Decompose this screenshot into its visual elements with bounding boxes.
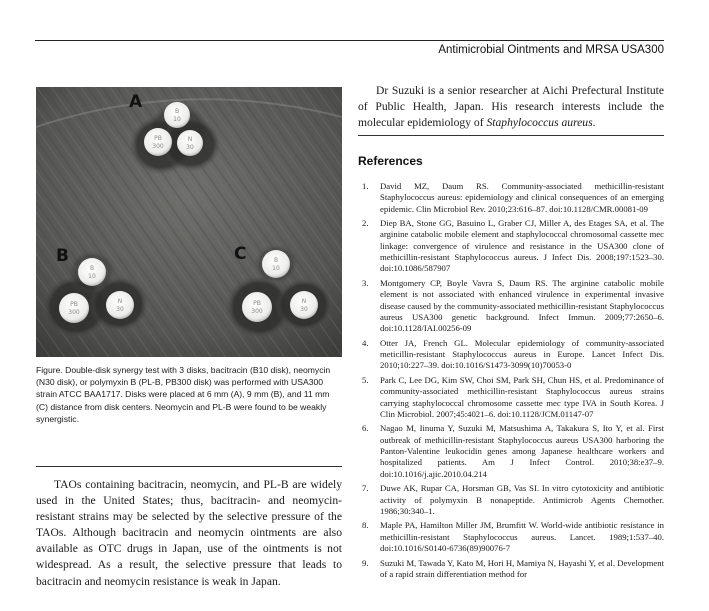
figure-label-a: A xyxy=(129,92,143,112)
svg-text:10: 10 xyxy=(272,265,280,272)
reference-item xyxy=(362,338,664,372)
figure-caption: Figure. Double-disk synergy test with 3 disks, bacitracin (B10 disk), neomycin (N30 disk), or polymyxin B (PL-B, PB300 disk) was performed with USA300 strain ATCC BAA1717. Disks were placed at 6 mm (A), 9 mm (B), and 11 mm (C) distance from disk centers. Neomycin and PL-B were found to be weakly synergistic. xyxy=(36,365,331,424)
reference-item xyxy=(362,218,664,274)
reference-item xyxy=(362,483,664,517)
svg-text:N: N xyxy=(301,298,307,305)
bio-organism: Staphylococcus aureus xyxy=(486,116,593,130)
disk-a-bacitracin xyxy=(164,102,190,128)
svg-text:PB: PB xyxy=(253,300,261,307)
reference-number: 6. xyxy=(362,423,369,434)
references-list xyxy=(362,181,664,583)
disk-a-neomycin xyxy=(177,130,203,156)
reference-number: 7. xyxy=(362,483,369,494)
bio-rule xyxy=(358,135,664,136)
disk-c-polymyxin xyxy=(242,292,272,322)
body-paragraph: TAOs containing bacitracin, neomycin, and PL-B are widely used in the United States; thus, bacitracin- and neomycin-resistant strains may be selected by the selective pressure of the TAOs. Although bacitracin and neomycin ointments are also available as OTC drugs in Japan, use of the ointments is not widespread. As a result, the selective pressure that leads to bacitracin and neomycin resistance is weak in Japan. xyxy=(36,478,342,588)
svg-text:300: 300 xyxy=(251,308,263,315)
disk-b-bacitracin xyxy=(78,258,106,286)
reference-item xyxy=(362,375,664,420)
figure-photo xyxy=(36,87,342,357)
reference-number: 3. xyxy=(362,277,369,288)
svg-text:PB: PB xyxy=(154,135,162,142)
svg-text:N: N xyxy=(187,136,193,143)
author-bio xyxy=(358,83,664,132)
reference-text: Park C, Lee DG, Kim SW, Choi SM, Park SH, Chun HS, et al. Predominance of community-associated methicillin-resistant Staphylococcus aureus strains carrying staphylococcal chromosome cassette mec type IVA in South Korea. J Clin Microbiol. 2007;45:4021–6. doi:10.1128/JCM.01147-07 xyxy=(380,374,664,419)
svg-text:10: 10 xyxy=(173,116,181,123)
svg-text:B: B xyxy=(273,257,279,264)
reference-text: Nagao M, Iinuma Y, Suzuki M, Matsushima A, Takakura S, Ito Y, et al. First outbreak of methicillin-resistant Staphylococcus aureus USA300 harboring the Panton-Valentine leukocidin genes among Japanese healthcare workers and hospitalized patients. Am J Infect Control. 2010;38:e37–9. doi:10.1016/j.ajic.2010.04.214 xyxy=(380,423,664,479)
column-divider-rule xyxy=(36,466,342,467)
disk-c-neomycin xyxy=(290,291,318,319)
svg-text:N: N xyxy=(117,298,123,305)
reference-number: 4. xyxy=(362,337,369,348)
references-heading: References xyxy=(358,154,423,168)
reference-item xyxy=(362,423,664,479)
svg-text:300: 300 xyxy=(68,309,80,316)
reference-text: David MZ, Daum RS. Community-associated methicillin-resistant Staphylococcus aureus: epidemiology and clinical consequences of an emerging epidemic. Clin Microbiol Rev. 2010;23:616–87. doi:10.1128/CMR.00081-09 xyxy=(380,181,664,214)
svg-text:10: 10 xyxy=(88,273,96,280)
reference-text: Montgomery CP, Boyle Vavra S, Daum RS. The arginine catabolic mobile element is not associated with enhanced virulence in experimental invasive disease caused by the community-associated methicillin-resistant Staphylococcus aureus USA300 genetic background. Infect Immun. 2009;77:2650–6. doi:10.1128/IAI.00256-09 xyxy=(380,277,664,334)
bio-end: . xyxy=(592,116,596,130)
disk-b-polymyxin xyxy=(59,293,89,323)
reference-text: Suzuki M, Tawada Y, Kato M, Hori H, Mamiya N, Hayashi Y, et al. Development of a rapid strain differentiation method for xyxy=(380,557,664,579)
reference-number: 8. xyxy=(362,520,369,531)
reference-text: Maple PA, Hamilton Miller JM, Brumfitt W. World-wide antibiotic resistance in methicillin-resistant Staphylococcus aureus. Lancet. 1989;1:537–40. doi:10.1016/S0140-6736(89)90076-7 xyxy=(380,520,664,553)
header-rule xyxy=(35,40,664,41)
reference-item xyxy=(362,181,664,215)
reference-text: Duwe AK, Rupar CA, Horsman GB, Vas SI. In vitro cytotoxicity and antibiotic activity of polymyxin B nonapeptide. Antimicrob Agents Chemother. 1986;30:340–1. xyxy=(380,483,664,516)
bio-text: Dr Suzuki is a senior researcher at Aichi Prefectural Institute of Public Health, Japan. His research interests include the molecular epidemiology of xyxy=(358,84,664,130)
svg-text:B: B xyxy=(89,265,95,272)
body-text-left xyxy=(36,477,342,590)
agar-plate-image xyxy=(36,87,342,357)
disk-a-polymyxin xyxy=(144,128,172,156)
figure-label-b: B xyxy=(56,246,69,266)
svg-text:30: 30 xyxy=(116,306,124,313)
reference-text: Otter JA, French GL. Molecular epidemiology of community-associated meticillin-resistant Staphylococcus aureus in Europe. Lancet Infect Dis. 2010;10:227–39. doi:10.1016/S1473-3099(10)70053-0 xyxy=(380,337,664,371)
reference-number: 1. xyxy=(362,181,369,191)
figure-label-c: C xyxy=(234,244,247,264)
svg-text:300: 300 xyxy=(152,143,164,150)
disk-b-neomycin xyxy=(106,291,134,319)
reference-text: Diep BA, Stone GG, Basuino L, Graber CJ, Miller A, des Etages SA, et al. The arginine catabolic mobile element and staphylococcal chromosomal cassette mec linkage: convergence of virulence and resistance in the USA300 clone of methicillin-resistant Staphylococcus aureus. J Infect Dis. 2008;197:1523–30. doi:10.1086/587907 xyxy=(380,218,664,274)
reference-number: 9. xyxy=(362,557,369,568)
disk-c-bacitracin xyxy=(262,250,290,278)
reference-number: 2. xyxy=(362,218,369,229)
running-head: Antimicrobial Ointments and MRSA USA300 xyxy=(438,44,664,56)
svg-text:30: 30 xyxy=(186,144,194,151)
reference-number: 5. xyxy=(362,374,369,385)
reference-item xyxy=(362,520,664,554)
reference-item xyxy=(362,558,664,581)
svg-text:30: 30 xyxy=(300,306,308,313)
svg-text:PB: PB xyxy=(70,301,78,308)
svg-text:B: B xyxy=(174,108,180,115)
reference-item xyxy=(362,278,664,334)
